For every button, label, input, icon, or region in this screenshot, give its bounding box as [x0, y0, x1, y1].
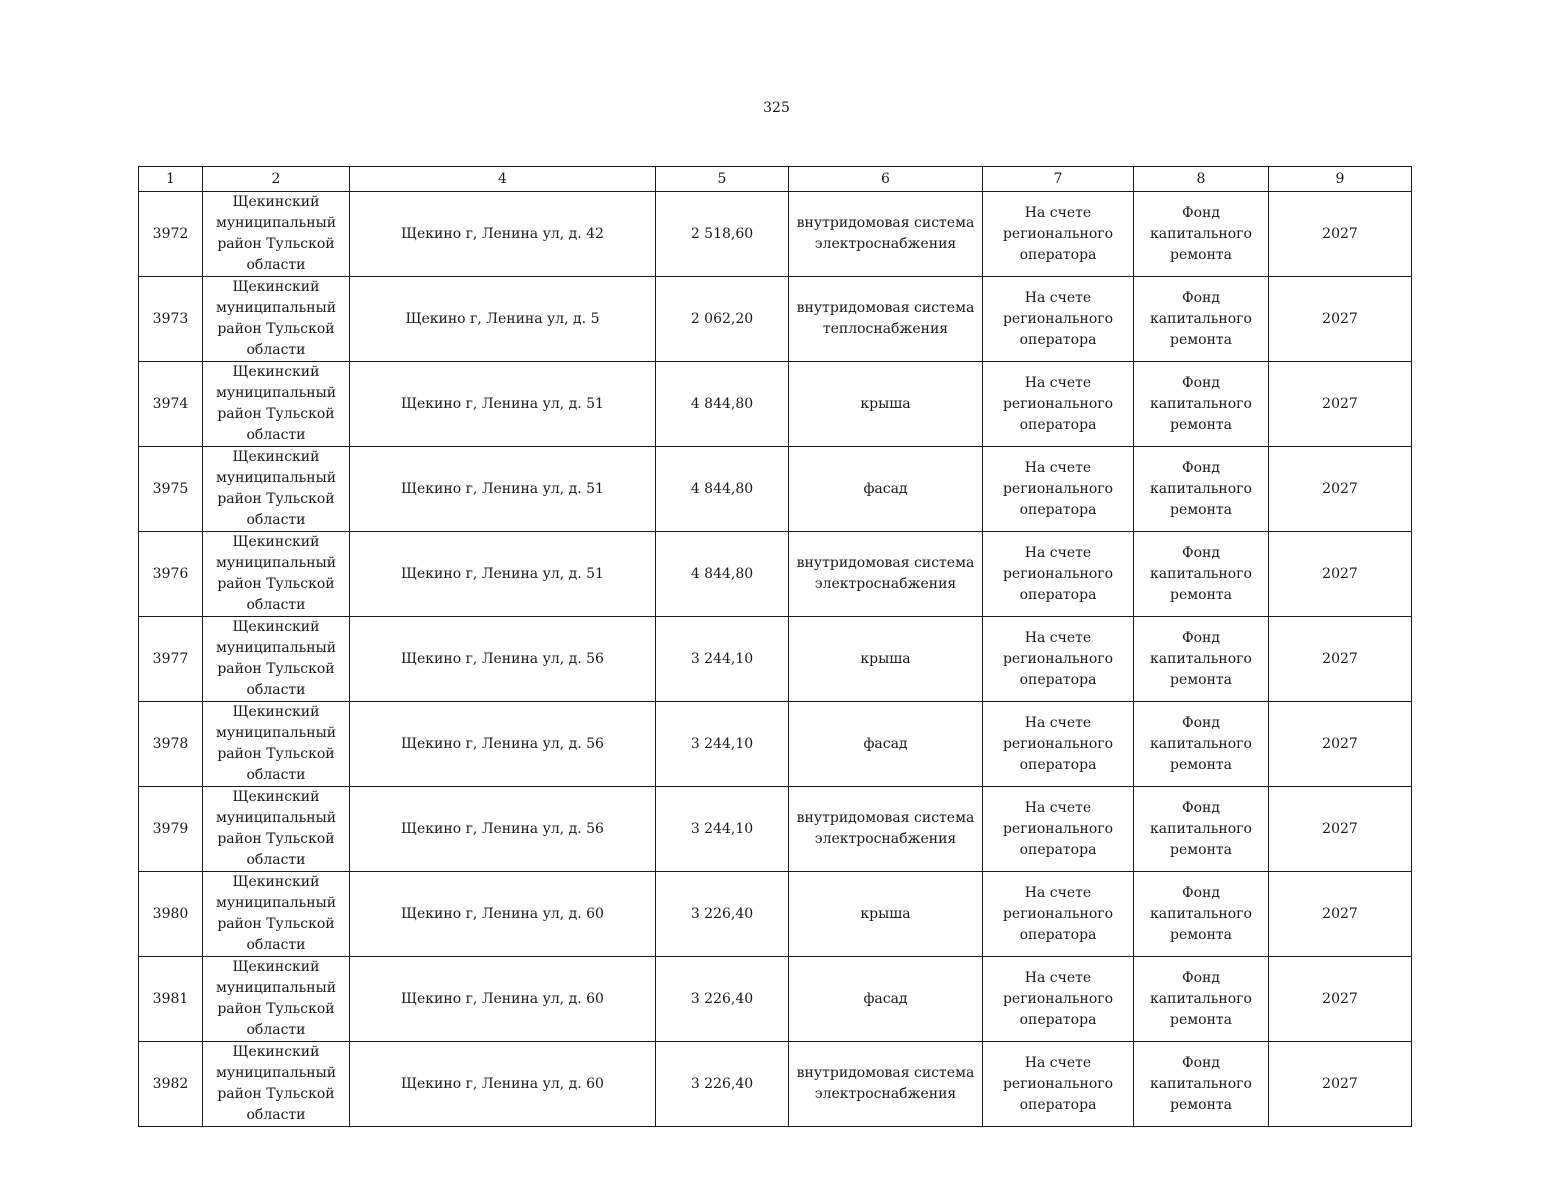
work-type-cell: внутридомовая система электроснабжения	[789, 192, 983, 277]
funding-source-cell: Фонд капитального ремонта	[1134, 702, 1269, 787]
row-number-cell: 3980	[139, 872, 203, 957]
year-cell: 2027	[1269, 192, 1412, 277]
municipality-cell: Щекинский муниципальный район Тульской области	[203, 362, 350, 447]
account-cell: На счете регионального оператора	[983, 362, 1134, 447]
area-cell: 4 844,80	[656, 447, 789, 532]
account-cell: На счете регионального оператора	[983, 532, 1134, 617]
table-row	[139, 787, 1412, 872]
year-cell: 2027	[1269, 702, 1412, 787]
address-cell: Щекино г, Ленина ул, д. 60	[350, 872, 656, 957]
funding-source-cell: Фонд капитального ремонта	[1134, 362, 1269, 447]
address-cell: Щекино г, Ленина ул, д. 51	[350, 532, 656, 617]
year-cell: 2027	[1269, 362, 1412, 447]
work-type-cell: крыша	[789, 617, 983, 702]
registry-table	[138, 166, 1412, 1127]
address-cell: Щекино г, Ленина ул, д. 51	[350, 447, 656, 532]
account-cell: На счете регионального оператора	[983, 957, 1134, 1042]
address-cell: Щекино г, Ленина ул, д. 42	[350, 192, 656, 277]
address-cell: Щекино г, Ленина ул, д. 60	[350, 1042, 656, 1127]
row-number-cell: 3978	[139, 702, 203, 787]
work-type-cell: крыша	[789, 872, 983, 957]
area-cell: 4 844,80	[656, 362, 789, 447]
table-row	[139, 957, 1412, 1042]
municipality-cell: Щекинский муниципальный район Тульской области	[203, 617, 350, 702]
address-cell: Щекино г, Ленина ул, д. 56	[350, 787, 656, 872]
account-cell: На счете регионального оператора	[983, 702, 1134, 787]
table-row	[139, 192, 1412, 277]
funding-source-cell: Фонд капитального ремонта	[1134, 872, 1269, 957]
municipality-cell: Щекинский муниципальный район Тульской области	[203, 1042, 350, 1127]
row-number-cell: 3973	[139, 277, 203, 362]
work-type-cell: внутридомовая система электроснабжения	[789, 532, 983, 617]
row-number-cell: 3975	[139, 447, 203, 532]
area-cell: 3 226,40	[656, 1042, 789, 1127]
page-number: 325	[763, 100, 790, 116]
municipality-cell: Щекинский муниципальный район Тульской области	[203, 532, 350, 617]
work-type-cell: фасад	[789, 957, 983, 1042]
column-header: 5	[656, 167, 789, 192]
work-type-cell: крыша	[789, 362, 983, 447]
municipality-cell: Щекинский муниципальный район Тульской области	[203, 192, 350, 277]
account-cell: На счете регионального оператора	[983, 277, 1134, 362]
area-cell: 2 062,20	[656, 277, 789, 362]
address-cell: Щекино г, Ленина ул, д. 5	[350, 277, 656, 362]
funding-source-cell: Фонд капитального ремонта	[1134, 192, 1269, 277]
column-header: 4	[350, 167, 656, 192]
column-header: 2	[203, 167, 350, 192]
row-number-cell: 3982	[139, 1042, 203, 1127]
area-cell: 3 244,10	[656, 787, 789, 872]
table-row	[139, 277, 1412, 362]
account-cell: На счете регионального оператора	[983, 447, 1134, 532]
table-row	[139, 872, 1412, 957]
account-cell: На счете регионального оператора	[983, 617, 1134, 702]
account-cell: На счете регионального оператора	[983, 1042, 1134, 1127]
funding-source-cell: Фонд капитального ремонта	[1134, 957, 1269, 1042]
row-number-cell: 3981	[139, 957, 203, 1042]
work-type-cell: внутридомовая система электроснабжения	[789, 787, 983, 872]
year-cell: 2027	[1269, 872, 1412, 957]
year-cell: 2027	[1269, 957, 1412, 1042]
funding-source-cell: Фонд капитального ремонта	[1134, 532, 1269, 617]
address-cell: Щекино г, Ленина ул, д. 60	[350, 957, 656, 1042]
address-cell: Щекино г, Ленина ул, д. 56	[350, 617, 656, 702]
year-cell: 2027	[1269, 787, 1412, 872]
funding-source-cell: Фонд капитального ремонта	[1134, 277, 1269, 362]
work-type-cell: внутридомовая система электроснабжения	[789, 1042, 983, 1127]
row-number-cell: 3979	[139, 787, 203, 872]
area-cell: 3 244,10	[656, 617, 789, 702]
account-cell: На счете регионального оператора	[983, 872, 1134, 957]
municipality-cell: Щекинский муниципальный район Тульской области	[203, 872, 350, 957]
work-type-cell: фасад	[789, 702, 983, 787]
row-number-cell: 3972	[139, 192, 203, 277]
municipality-cell: Щекинский муниципальный район Тульской области	[203, 702, 350, 787]
area-cell: 2 518,60	[656, 192, 789, 277]
table-row	[139, 702, 1412, 787]
column-header: 1	[139, 167, 203, 192]
table-row	[139, 617, 1412, 702]
funding-source-cell: Фонд капитального ремонта	[1134, 447, 1269, 532]
area-cell: 4 844,80	[656, 532, 789, 617]
municipality-cell: Щекинский муниципальный район Тульской области	[203, 447, 350, 532]
column-header: 8	[1134, 167, 1269, 192]
area-cell: 3 244,10	[656, 702, 789, 787]
municipality-cell: Щекинский муниципальный район Тульской области	[203, 787, 350, 872]
table-row	[139, 1042, 1412, 1127]
year-cell: 2027	[1269, 447, 1412, 532]
funding-source-cell: Фонд капитального ремонта	[1134, 787, 1269, 872]
account-cell: На счете регионального оператора	[983, 192, 1134, 277]
account-cell: На счете регионального оператора	[983, 787, 1134, 872]
year-cell: 2027	[1269, 617, 1412, 702]
area-cell: 3 226,40	[656, 957, 789, 1042]
year-cell: 2027	[1269, 277, 1412, 362]
table-body	[139, 192, 1412, 1127]
municipality-cell: Щекинский муниципальный район Тульской области	[203, 957, 350, 1042]
table-row	[139, 532, 1412, 617]
table-row	[139, 447, 1412, 532]
work-type-cell: фасад	[789, 447, 983, 532]
row-number-cell: 3976	[139, 532, 203, 617]
work-type-cell: внутридомовая система теплоснабжения	[789, 277, 983, 362]
municipality-cell: Щекинский муниципальный район Тульской области	[203, 277, 350, 362]
address-cell: Щекино г, Ленина ул, д. 56	[350, 702, 656, 787]
address-cell: Щекино г, Ленина ул, д. 51	[350, 362, 656, 447]
year-cell: 2027	[1269, 532, 1412, 617]
column-header: 7	[983, 167, 1134, 192]
row-number-cell: 3977	[139, 617, 203, 702]
funding-source-cell: Фонд капитального ремонта	[1134, 617, 1269, 702]
column-header: 6	[789, 167, 983, 192]
funding-source-cell: Фонд капитального ремонта	[1134, 1042, 1269, 1127]
area-cell: 3 226,40	[656, 872, 789, 957]
column-header: 9	[1269, 167, 1412, 192]
row-number-cell: 3974	[139, 362, 203, 447]
header-row	[139, 167, 1412, 192]
table-row	[139, 362, 1412, 447]
year-cell: 2027	[1269, 1042, 1412, 1127]
